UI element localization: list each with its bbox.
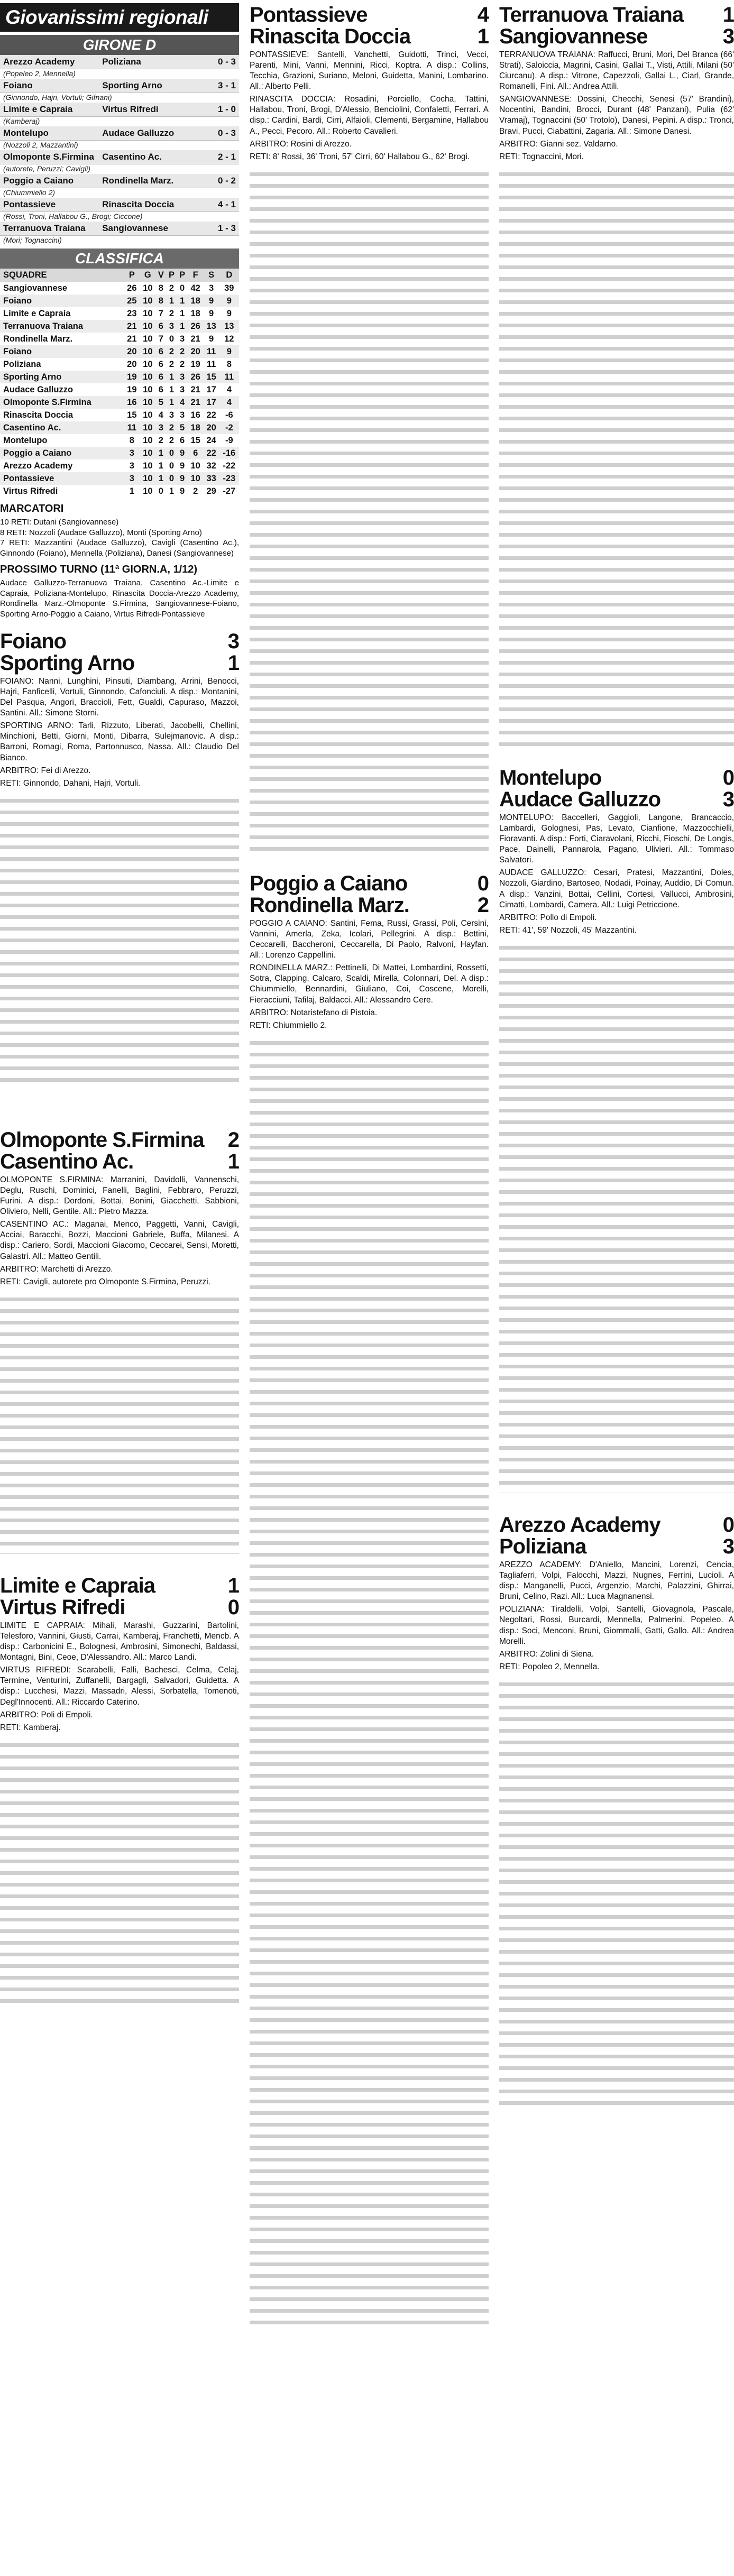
stat-cell: 9 [209,334,214,344]
article-body [499,164,734,746]
col-header: S [204,269,219,282]
stat-cell: 21 [188,396,204,409]
team-name: Poliziana [3,359,41,369]
lineup-home: PONTASSIEVE: Santelli, Vanchetti, Guidotti, Trinci, Vecci, Parenti, Mini, Vanni, Mennini, Ricci, Koptra. A disp.: Collins, Tecchia, Grazioni, Suriano, Meloni, Guidetta, Manini, Lombarino. All.: Alberto Pelli. [250,50,489,91]
home-team: Poggio a Caiano [3,176,74,186]
stat-cell: 9 [180,486,185,496]
headline-away: Rinascita Doccia 1 [250,24,489,48]
column-right [499,0,734,2108]
home-team: Terranuova Traiana [3,223,86,233]
goals: RETI: 41', 59' Nozzoli, 45' Mazzantini. [499,926,637,935]
stat-cell: 21 [127,334,137,344]
result-scorers: (Kamberaj) [3,117,40,125]
standings-row [0,295,239,307]
team-name: Pontassieve [0,472,124,485]
stat-cell: 1 [169,486,175,496]
standings-row [0,447,239,459]
lineup-away: SANGIOVANNESE: Dossini, Checchi, Senesi (57' Brandini), Nocentini, Bandini, Brocci, Durant (48' Panzani), Pulia (62' Vramaj), Tognaccini (50' Trotolo), Danesi, Pepini. A disp.: Tronci, Bravi, Pucci, Ciabattini, Zagaria. All.: Simone Danesi. [499,95,734,136]
team-name: Casentino Ac. [0,421,124,434]
stat-cell: 8 [226,359,232,369]
stat-cell: 1 [166,371,177,383]
result-row [0,222,239,236]
stat-cell: 3 [129,461,134,471]
headline-home: Terranuova Traiana 1 [499,3,734,26]
stat-cell: 42 [190,283,200,293]
away-team: Rinascita Doccia [102,199,175,209]
headline-home: Montelupo 0 [499,766,734,789]
result-scorers: (autorete, Peruzzi; Cavigli) [3,164,90,173]
stat-cell: -16 [219,447,239,459]
stat-cell: 20 [127,359,137,369]
result-scorers: (Mori; Tognaccini) [3,236,62,244]
stat-cell: 2 [193,486,198,496]
referee: ARBITRO: Fei di Arezzo. [0,766,91,775]
prossimo-turno-text: Audace Galluzzo-Terranuova Traiana, Casentino Ac.-Limite e Capraia, Poliziana-Montelupo, Rinascita Doccia-Arezzo Academy, Rondinella Marz.-Olmoponte S.Firmina, Sangiovannese-Foiano, Sporting Arno-Poggio a Caiano, Virtus Rifredi-Pontassieve [0,578,239,619]
col-header: D [219,269,239,282]
prossimo-turno-title: PROSSIMO TURNO (11ª GIORN.A, 1/12) [0,564,198,575]
stat-cell: 9 [219,295,239,307]
lineup-away: VIRTUS RIFREDI: Scarabelli, Falli, Bachesci, Celma, Celaj, Termine, Venturini, Zuffanelli, Bargagli, Salvadori, Guidetta. A disp.: Lucchesi, Mazzi, Massadri, Alessi, Sorbatella, Tomenoti, Degl'Innocenti. All.: Riccardo Caterino. [0,1666,239,1707]
lineup-away: AUDACE GALLUZZO: Cesari, Pratesi, Mazzantini, Doles, Nozzoli, Giardino, Bartoseo, Nodadi, Poinay, Auddio, Di Comun. A disp.: Vanzini, Bottai, Cellini, Cortesi, Vallucci, Ambrosini, Cimatti, Lombardi, Camera. All.: Luigi Petriccione. [499,868,734,909]
team-name: Limite e Capraia [3,308,71,318]
col-header: P [166,269,177,282]
article-arezzo [499,1514,734,2108]
standings-row [0,345,239,358]
marcatori-line: 10 RETI: Dutani (Sangiovannese) [0,518,119,527]
headline-away: Virtus Rifredi 0 [0,1595,239,1619]
article-body [499,938,734,1493]
stat-cell: 10 [143,308,153,318]
article-limite [0,1575,239,2010]
result-row [0,174,239,188]
standings-row [0,282,239,295]
lineup-home: OLMOPONTE S.FIRMINA: Marranini, Davidolli, Vannenschi, Deglu, Ruschi, Dominici, Fanelli, Baglini, Febbraro, Peruzzi, Furini. A disp.: Dordoni, Bottai, Bonini, Giacchetti, Sabbioni, Oliviero, Nelli, Gentile. All.: Pietro Mazza. [0,1175,239,1217]
stat-cell: 10 [143,359,153,369]
stat-cell: 16 [124,396,140,409]
result-row [0,79,239,93]
stat-cell: 10 [140,447,155,459]
marcatori-line: 8 RETI: Nozzoli (Audace Galluzzo), Monti (Sporting Arno) [0,528,202,537]
col-header: SQUADRE [0,269,124,282]
result-score: 0 - 3 [217,57,236,67]
stat-cell: 1 [158,461,163,471]
stat-cell: 33 [204,472,219,485]
result-scorers: (Rossi, Troni, Hallabou G., Brogi; Ciccone) [3,212,143,220]
referee: ARBITRO: Zolini di Siena. [499,1649,594,1659]
stat-cell: 3 [180,384,185,394]
stat-cell: 13 [219,320,239,333]
team-name: Rinascita Doccia [3,410,74,420]
stat-cell: 29 [206,486,216,496]
result-scorers: (Ginnondo, Hajri, Vortuli; Gifnani) [3,93,112,102]
stat-cell: 8 [158,283,163,293]
lineup-home: TERRANUOVA TRAIANA: Raffucci, Bruni, Mori, Del Branca (66' Strati), Saloiccia, Magrini, Casini, Gallai T., Visti, Attili, Milani (50' Ciurcanu). A disp.: Vitrone, Capezzoli, Gallai L., Ciarl, Grande, Romanelli, Fini. All.: Andrea Attili. [499,50,734,91]
article-body [0,791,239,1087]
stat-cell: 1 [177,295,188,307]
headline-away: Casentino Ac. 1 [0,1149,239,1173]
home-team: Olmoponte S.Firmina [3,152,94,162]
stat-cell: 25 [124,295,140,307]
headline-home: Limite e Capraia 1 [0,1574,239,1597]
team-name: Arezzo Academy [3,461,73,471]
headline-home: Olmoponte S.Firmina 2 [0,1128,239,1152]
stat-cell: 19 [124,371,140,383]
stat-cell: 6 [180,435,185,445]
lineup-away: RINASCITA DOCCIA: Rosadini, Porciello, Cocha, Tattini, Hallabou, Troni, Brogi, D'Alessio, Benciolini, Confaletti, Ferrari. A disp.: Cardini, Bardi, Cirri, Alfaioli, Clementi, Bergamine, Hallabou A., Pecci, Pecoro. All.: Roberto Cavalieri. [250,95,489,136]
standings-row [0,485,239,498]
stat-cell: 15 [127,410,137,420]
stat-cell: 2 [180,359,185,369]
stat-cell: 17 [204,396,219,409]
result-score: 1 - 3 [217,223,236,233]
article-montelupo [499,767,734,1493]
stat-cell: 23 [127,308,137,318]
stat-cell: 18 [190,308,200,318]
referee: ARBITRO: Pollo di Empoli. [499,913,597,922]
referee: ARBITRO: Notaristefano di Pistoia. [250,1008,378,1017]
column-middle [250,0,489,2329]
stat-cell: 0 [166,472,177,485]
col-header: P [177,269,188,282]
article-body [250,1033,489,2329]
result-score: 2 - 1 [217,152,236,162]
stat-cell: 1 [129,486,134,496]
article-body [0,1290,239,1554]
stat-cell: 9 [180,461,185,471]
stat-cell: 4 [177,396,188,409]
stat-cell: 0 [169,461,175,471]
stat-cell: 10 [140,421,155,434]
goals: RETI: Cavigli, autorete pro Olmoponte S.Firmina, Peruzzi. [0,1277,210,1286]
col-header: V [155,269,166,282]
standings-table [0,269,239,498]
result-score: 3 - 1 [217,80,236,90]
team-name: Sporting Arno [0,371,124,383]
standings-header-row [0,269,239,282]
stat-cell: 22 [206,410,216,420]
stat-cell: 12 [224,334,234,344]
headline-home: Pontassieve 4 [250,3,489,26]
stat-cell: 0 [166,447,177,459]
article-poggio [250,873,489,2329]
team-name: Virtus Rifredi [3,486,58,496]
stat-cell: 10 [143,283,153,293]
headline-home: Poggio a Caiano 0 [250,872,489,895]
headline-away: Poliziana 3 [499,1534,734,1558]
article-foiano [0,631,239,1087]
stat-cell: 3 [124,472,140,485]
referee: ARBITRO: Gianni sez. Valdarno. [499,139,618,149]
stat-cell: -22 [223,461,236,471]
stat-cell: 4 [158,410,163,420]
stat-cell: 8 [129,435,134,445]
stat-cell: 4 [219,396,239,409]
stat-cell: 6 [188,447,204,459]
stat-cell: 7 [158,308,163,318]
stat-cell: 15 [190,435,200,445]
result-row [0,55,239,69]
referee: ARBITRO: Rosini di Arezzo. [250,139,352,149]
article-body [0,1735,239,2010]
stat-cell: 2 [166,345,177,358]
stat-cell: 10 [143,486,153,496]
stat-cell: 9 [219,345,239,358]
stat-cell: 0 [158,486,163,496]
result-row [0,198,239,212]
stat-cell: -9 [225,435,233,445]
team-name: Foiano [0,345,124,358]
result-scorers: (Popeleo 2, Mennella) [3,69,76,78]
stat-cell: 32 [206,461,216,471]
standings-row [0,459,239,472]
away-team: Virtus Rifredi [102,104,159,114]
team-name: Audace Galluzzo [3,384,74,394]
stat-cell: 10 [143,435,153,445]
stat-cell: 21 [124,320,140,333]
stat-cell: 5 [155,396,166,409]
stat-cell: 10 [140,371,155,383]
col-header: G [140,269,155,282]
article-body [499,1675,734,2108]
away-team: Casentino Ac. [102,152,162,162]
stat-cell: 0 [169,334,175,344]
team-name: Montelupo [3,435,48,445]
stat-cell: 26 [127,283,137,293]
article-pontassieve [250,4,489,852]
stat-cell: 3 [155,421,166,434]
stat-cell: 18 [188,421,204,434]
lineup-away: CASENTINO AC.: Maganai, Menco, Paggetti, Vanni, Cavigli, Acciai, Baracchi, Bozzi, Maccioni Gabriele, Buffa, Milanesi. A disp.: Cariero, Sordi, Maccioni Giacomo, Ceccarei, Sensi, Moretti, Galastri. All.: Matteo Gentili. [0,1220,239,1261]
stat-cell: 11 [206,359,216,369]
stat-cell: 2 [169,308,175,318]
headline-away: Audace Galluzzo 3 [499,787,734,811]
away-team: Audace Galluzzo [102,128,175,138]
marcatori-line: 7 RETI: Mazzantini (Audace Galluzzo), Cavigli (Casentino Ac.), Ginnondo (Foiano), Mennella (Poliziana), Danesi (Sangiovannese) [0,538,239,558]
stat-cell: -23 [219,472,239,485]
stat-cell: 20 [124,345,140,358]
stat-cell: 9 [204,295,219,307]
stat-cell: 6 [155,345,166,358]
stat-cell: 16 [190,410,200,420]
goals: RETI: Popoleo 2, Mennella. [499,1662,600,1671]
stat-cell: 3 [180,410,185,420]
stat-cell: 10 [143,334,153,344]
stat-cell: 26 [188,371,204,383]
stat-cell: 3 [180,334,185,344]
stat-cell: 11 [204,345,219,358]
stat-cell: 24 [206,435,216,445]
standings-row [0,421,239,434]
stat-cell: -2 [219,421,239,434]
away-team: Rondinella Marz. [102,176,174,186]
referee: ARBITRO: Marchetti di Arezzo. [0,1264,113,1274]
stat-cell: 11 [124,421,140,434]
stat-cell: 6 [158,384,163,394]
stat-cell: 19 [190,359,200,369]
stat-cell: 4 [226,384,232,394]
goals: RETI: 8' Rossi, 36' Troni, 57' Cirri, 60' Hallabou G., 62' Brogi. [250,152,470,161]
stat-cell: 2 [177,345,188,358]
lineup-home: FOIANO: Nanni, Lunghini, Pinsuti, Diambang, Arrini, Benocci, Hajri, Fanficelli, Vortuli, Ginnondo, Cafonciuli. A disp.: Montanini, Del Pasqua, Angori, Braccioli, Fett, Gualdi, Capuraso, Mazzoi, Santini. All.: Simone Storni. [0,676,239,718]
home-team: Limite e Capraia [3,104,73,114]
standings-row [0,320,239,333]
stat-cell: 2 [158,435,163,445]
stat-cell: 18 [188,295,204,307]
stat-cell: -6 [225,410,233,420]
stat-cell: 15 [204,371,219,383]
stat-cell: -27 [223,486,236,496]
standings-row [0,472,239,485]
headline-away: Sporting Arno 1 [0,651,239,675]
section-banner: Giovanissimi regionali [0,3,239,32]
headline-home: Foiano 3 [0,630,239,653]
girone-title: GIRONE D [0,35,239,55]
stat-cell: 2 [169,435,175,445]
standings-row [0,307,239,320]
stat-cell: 1 [166,295,177,307]
standings-row [0,409,239,421]
stat-cell: 6 [155,320,166,333]
home-team: Foiano [3,80,33,90]
headline-away: Sangiovannese 3 [499,24,734,48]
headline-home: Arezzo Academy 0 [499,1513,734,1537]
result-score: 0 - 2 [217,176,236,186]
stat-cell: 8 [155,295,166,307]
stat-cell: 3 [177,371,188,383]
home-team: Arezzo Academy [3,57,75,67]
lineup-away: POLIZIANA: Tiraldelli, Volpi, Santelli, Giovagnola, Pascale, Negoltari, Rossi, Burcardi, Mennella, Palmerini, Popeleo. A disp.: Soci, Menconi, Bruni, Giommalli, Gatti, Gallo. All.: Andrea Morelli. [499,1605,734,1646]
stat-cell: 2 [169,359,175,369]
results-list [0,55,239,245]
lineup-home: POGGIO A CAIANO: Santini, Fema, Russi, Grassi, Poli, Cersini, Vannini, Amerla, Zeka, Icolari, Pellegrini. A disp.: Bettini, Ceccarelli, Baccheroni, Ceccarella, Di Paolo, Ralvoni, Hayfan. All.: Lorenzo Cappellini. [250,918,489,960]
stat-cell: 11 [219,371,239,383]
team-name: Rondinella Marz. [3,334,73,344]
stat-cell: 10 [190,461,200,471]
column-left [0,0,239,2010]
result-row [0,103,239,117]
stat-cell: 10 [188,472,204,485]
result-scorers: (Nozzoli 2, Mazzantini) [3,141,78,149]
stat-cell: 10 [143,410,153,420]
stat-cell: 26 [188,320,204,333]
stat-cell: 10 [140,295,155,307]
lineup-home: AREZZO ACADEMY: D'Aniello, Mancini, Lorenzi, Cencia, Tagliaferri, Volpi, Falocchi, Mazzi, Nugnes, Ferrini, Lucioli. A disp.: Manganelli, Pucci, Argenzio, Marchi, Palazzini, Ghirrai, Bruni, Celino, Razi. All.: Luca Magnanensi. [499,1560,734,1602]
stat-cell: 6 [155,371,166,383]
result-score: 4 - 1 [217,199,236,209]
stat-cell: 9 [177,472,188,485]
stat-cell: 3 [209,283,214,293]
stat-cell: 2 [166,421,177,434]
home-team: Pontassieve [3,199,56,209]
home-team: Montelupo [3,128,49,138]
stat-cell: 3 [169,410,175,420]
stat-cell: 10 [140,396,155,409]
result-score: 1 - 0 [217,104,236,114]
team-name: Sangiovannese [3,283,68,293]
stat-cell: 6 [158,359,163,369]
lineup-home: LIMITE E CAPRAIA: Mihali, Marashi, Guzzarini, Bartolini, Telesforo, Vannini, Giusti, Carrai, Kamberaj, Franchetti, Mencb. A disp.: Carbonicini E., Bolognesi, Ambrosini, Simonechi, Baldassi, Montagni, Bini, Ceoe, D'Alessandro. All.: Marco Landi. [0,1621,239,1662]
stat-cell: 0 [180,283,185,293]
away-team: Poliziana [102,57,141,67]
standings-row [0,383,239,396]
result-row [0,150,239,164]
team-name: Olmoponte S.Firmina [0,396,124,409]
stat-cell: 22 [204,447,219,459]
goals: RETI: Tognaccini, Mori. [499,152,584,161]
stat-cell: 9 [226,308,232,318]
stat-cell: 21 [190,384,200,394]
team-name: Terranuova Traiana [0,320,124,333]
standings-row [0,371,239,383]
standings-row [0,396,239,409]
stat-cell: 1 [169,384,175,394]
goals: RETI: Kamberaj. [0,1723,61,1732]
goals: RETI: Chiummiello 2. [250,1020,327,1030]
stat-cell: 5 [177,421,188,434]
headline-away: Rondinella Marz. 2 [250,893,489,917]
result-row [0,126,239,141]
stat-cell: 10 [143,384,153,394]
stat-cell: 10 [140,320,155,333]
stat-cell: 1 [155,447,166,459]
stat-cell: 39 [224,283,234,293]
stat-cell: 7 [158,334,163,344]
stat-cell: 19 [127,384,137,394]
stat-cell: 10 [140,472,155,485]
standings-body [0,282,239,498]
col-header: F [188,269,204,282]
stat-cell: 1 [177,320,188,333]
stat-cell: 21 [190,334,200,344]
classifica-title: CLASSIFICA [0,249,239,269]
standings-row [0,434,239,447]
lineup-home: MONTELUPO: Baccelleri, Gaggioli, Langone, Brancaccio, Lambardi, Golognesi, Pas, Levato, Cianfione, Mazzocchielli, Fioravanti. A disp.: Forti, Ciaravolani, Ricchi, Fioschi, De Longis, Pace, Dainelli, Pannarola, Pagano, Ulivieri. All.: Tommaso Salvatori. [499,813,734,865]
stat-cell: 10 [140,345,155,358]
col-header: P [124,269,140,282]
stat-cell: 9 [209,308,214,318]
marcatori-title: MARCATORI [0,503,64,514]
result-scorers: (Chiummiello 2) [3,188,56,197]
stat-cell: 1 [166,396,177,409]
lineup-away: RONDINELLA MARZ.: Pettinelli, Di Mattei, Lombardini, Rossetti, Sotra, Clapping, Calcaro, Scaldi, Mirella, Colonnari, Del. A disp.: Chiummiello, Bennardini, Giuliano, Coi, Coscene, Morelli, Fieracciuni, Tafilaj, Baldacci. All.: Alessandro Cere. [250,963,489,1005]
result-score: 0 - 3 [217,128,236,138]
stat-cell: 1 [180,308,185,318]
stat-cell: 10 [143,461,153,471]
lineup-away: SPORTING ARNO: Tarli, Rizzuto, Liberati, Jacobelli, Chellini, Minchioni, Betti, Giorni, Monti, Dibarra, Sulejmanovic. A disp.: Barroni, Romagi, Roma, Partonnusco, Nassa. All.: Claudio Del Bianco. [0,721,239,762]
standings-row [0,358,239,371]
stat-cell: 2 [169,283,175,293]
article-olmoponte [0,1129,239,1554]
stat-cell: 13 [204,320,219,333]
referee: ARBITRO: Poli di Empoli. [0,1710,93,1719]
stat-cell: 1 [155,472,166,485]
stat-cell: 9 [177,447,188,459]
away-team: Sangiovannese [102,223,168,233]
stat-cell: 20 [188,345,204,358]
article-body [250,164,489,852]
standings-row [0,333,239,345]
team-name: Foiano [0,295,124,307]
stat-cell: 17 [206,384,216,394]
stat-cell: 3 [166,320,177,333]
stat-cell: 20 [204,421,219,434]
article-terranuova [499,4,734,746]
goals: RETI: Ginnondo, Dahani, Hajri, Vortuli. [0,778,141,788]
team-name: Poggio a Caiano [0,447,124,459]
away-team: Sporting Arno [102,80,162,90]
stat-cell: 3 [124,447,140,459]
